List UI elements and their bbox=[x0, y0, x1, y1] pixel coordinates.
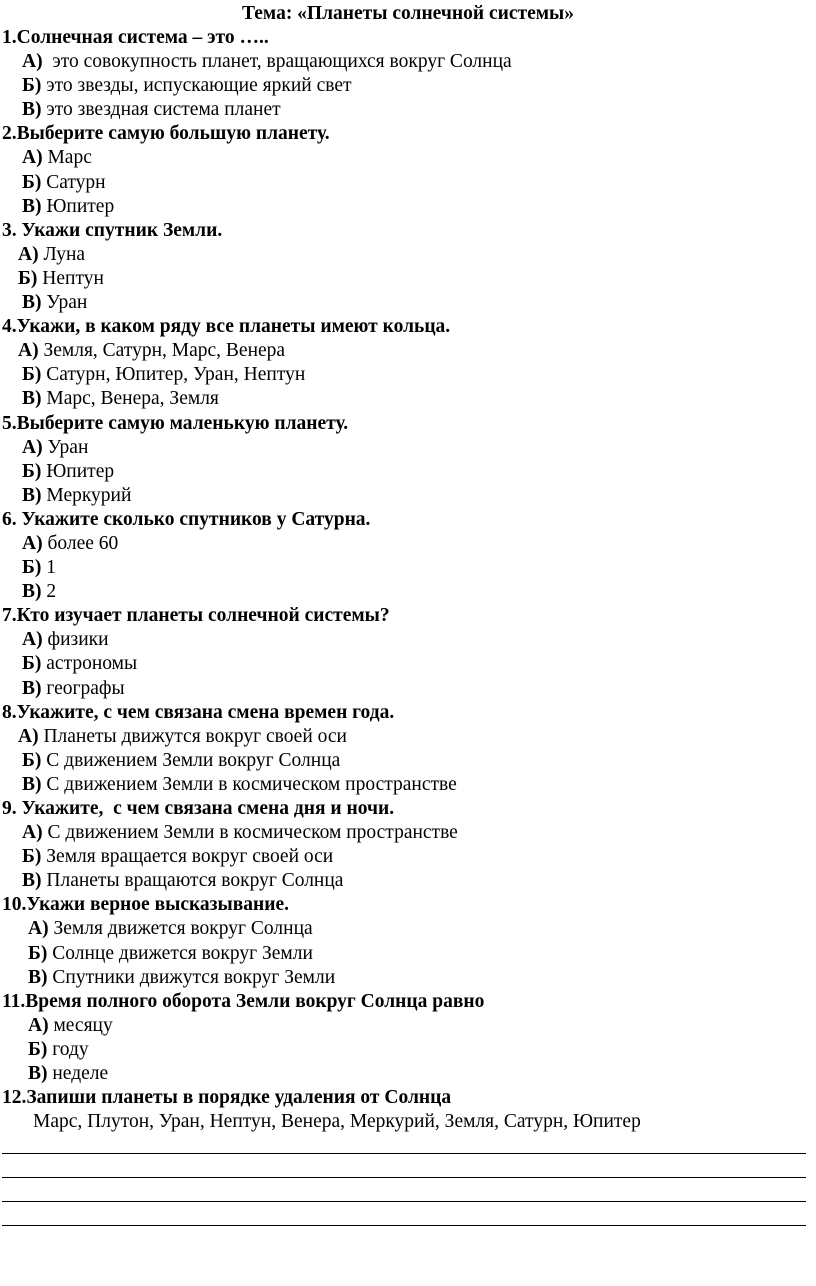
option-letter: Б) bbox=[28, 942, 48, 964]
option-text: Юпитер bbox=[41, 195, 115, 217]
question-8: 8.Укажите, с чем связана смена времен года. bbox=[2, 701, 395, 723]
option-2-c bbox=[0, 195, 816, 219]
option-letter: В) bbox=[22, 677, 42, 699]
option-letter: А) bbox=[22, 532, 43, 554]
option-2-b bbox=[0, 171, 816, 195]
option-letter: Б) bbox=[22, 846, 42, 868]
option-text: Луна bbox=[38, 243, 86, 265]
option-letter: Б) bbox=[22, 460, 42, 482]
option-text: Солнце движется вокруг Земли bbox=[47, 942, 313, 964]
option-text: Марс bbox=[42, 147, 92, 169]
option-text: Планеты вращаются вокруг Солнца bbox=[41, 870, 344, 892]
option-5-b bbox=[0, 460, 816, 484]
option-letter: А) bbox=[18, 243, 39, 265]
answer-line-3[interactable] bbox=[2, 1201, 806, 1202]
option-4-c bbox=[0, 387, 816, 411]
option-11-a bbox=[0, 1014, 816, 1038]
option-text: С движением Земли в космическом пространстве bbox=[41, 773, 457, 795]
option-5-a bbox=[0, 436, 816, 460]
option-letter: А) bbox=[22, 629, 43, 651]
option-letter: А) bbox=[22, 147, 43, 169]
answer-line-4[interactable] bbox=[2, 1225, 806, 1226]
option-6-c bbox=[0, 580, 816, 604]
option-letter: Б) bbox=[22, 364, 42, 386]
question-6: 6. Укажите сколько спутников у Сатурна. bbox=[2, 508, 371, 530]
question-2: 2.Выберите самую большую планету. bbox=[2, 123, 330, 145]
option-10-a bbox=[0, 917, 816, 941]
option-2-a bbox=[0, 146, 816, 170]
option-text: Сатурн bbox=[41, 171, 106, 193]
option-7-c bbox=[0, 677, 816, 701]
question-11: 11.Время полного оборота Земли вокруг Солнца равно bbox=[2, 990, 485, 1012]
option-text: Юпитер bbox=[41, 460, 115, 482]
option-8-a bbox=[0, 725, 816, 749]
option-letter: В) bbox=[22, 99, 42, 121]
option-9-b bbox=[0, 845, 816, 869]
option-text: 2 bbox=[41, 581, 57, 603]
option-11-c bbox=[0, 1062, 816, 1086]
option-letter: Б) bbox=[22, 749, 42, 771]
option-3-b bbox=[0, 267, 816, 291]
option-text: Марс, Венера, Земля bbox=[41, 388, 219, 410]
option-letter: Б) bbox=[22, 171, 42, 193]
option-letter: В) bbox=[28, 1063, 48, 1085]
option-1-c bbox=[0, 98, 816, 122]
option-letter: Б) bbox=[22, 653, 42, 675]
option-6-a bbox=[0, 532, 816, 556]
option-9-c bbox=[0, 869, 816, 893]
option-1-a bbox=[0, 50, 816, 74]
question-9: 9. Укажите, с чем связана смена дня и ночи. bbox=[2, 798, 395, 819]
option-8-c bbox=[0, 773, 816, 797]
option-5-c bbox=[0, 484, 816, 508]
option-text: Земля, Сатурн, Марс, Венера bbox=[38, 340, 286, 362]
option-text: это звездная система планет bbox=[41, 99, 281, 121]
option-7-a bbox=[0, 628, 816, 652]
option-text: неделе bbox=[47, 1063, 109, 1085]
option-7-b bbox=[0, 652, 816, 676]
option-text: Земля движется вокруг Солнца bbox=[48, 918, 313, 940]
option-letter: В) bbox=[22, 870, 42, 892]
option-text: Спутники движутся вокруг Земли bbox=[47, 966, 336, 988]
option-8-b bbox=[0, 749, 816, 773]
question-10: 10.Укажи верное высказывание. bbox=[2, 894, 290, 916]
option-text: С движением Земли в космическом пространстве bbox=[42, 822, 458, 844]
option-text: Нептун bbox=[37, 267, 104, 289]
option-text: Планеты движутся вокруг своей оси bbox=[38, 725, 347, 747]
question-3: 3. Укажи спутник Земли. bbox=[2, 219, 223, 241]
option-11-b bbox=[0, 1038, 816, 1062]
option-3-c bbox=[0, 291, 816, 315]
answer-line-1[interactable] bbox=[2, 1153, 806, 1154]
option-text: Меркурий bbox=[41, 484, 132, 506]
question-5: 5.Выберите самую маленькую планету. bbox=[2, 412, 349, 434]
option-text: Уран bbox=[42, 436, 89, 458]
question-12: 12.Запиши планеты в порядке удаления от Солнца bbox=[2, 1087, 452, 1109]
option-text: С движением Земли вокруг Солнца bbox=[41, 749, 341, 771]
option-1-b bbox=[0, 74, 816, 98]
option-4-a bbox=[0, 339, 816, 363]
option-letter: А) bbox=[22, 822, 43, 844]
option-text: астрономы bbox=[41, 653, 138, 675]
planet-list: Марс, Плутон, Уран, Нептун, Венера, Меркурий, Земля, Сатурн, Юпитер bbox=[33, 1111, 641, 1133]
option-letter: В) bbox=[22, 388, 42, 410]
question-4: 4.Укажи, в каком ряду все планеты имеют кольца. bbox=[2, 316, 451, 338]
option-10-c bbox=[0, 966, 816, 990]
option-text: году bbox=[47, 1038, 89, 1060]
option-letter: Б) bbox=[18, 267, 38, 289]
option-text: более 60 bbox=[42, 532, 119, 554]
option-10-b bbox=[0, 942, 816, 966]
option-letter: Б) bbox=[28, 1038, 48, 1060]
option-letter: А) bbox=[28, 918, 49, 940]
answer-line-2[interactable] bbox=[2, 1177, 806, 1178]
option-text: 1 bbox=[41, 557, 57, 579]
option-text: это звезды, испускающие яркий свет bbox=[41, 75, 352, 97]
option-letter: А) bbox=[22, 436, 43, 458]
option-letter: В) bbox=[22, 581, 42, 603]
option-letter: Б) bbox=[22, 75, 42, 97]
option-9-a bbox=[0, 821, 816, 845]
option-text: Сатурн, Юпитер, Уран, Нептун bbox=[41, 364, 306, 386]
option-4-b bbox=[0, 363, 816, 387]
question-list bbox=[0, 26, 816, 1134]
option-text: Уран bbox=[41, 292, 88, 314]
option-letter: А) bbox=[18, 340, 39, 362]
option-letter: В) bbox=[28, 966, 48, 988]
option-letter: В) bbox=[22, 773, 42, 795]
page-title: Тема: «Планеты солнечной системы» bbox=[242, 3, 574, 24]
option-letter: А) bbox=[18, 725, 39, 747]
option-text: географы bbox=[41, 677, 125, 699]
option-text: месяцу bbox=[48, 1014, 113, 1036]
question-1: 1.Солнечная система – это ….. bbox=[2, 27, 269, 48]
option-letter: В) bbox=[22, 484, 42, 506]
option-letter: А) bbox=[22, 51, 43, 73]
option-letter: А) bbox=[28, 1014, 49, 1036]
option-text: это совокупность планет, вращающихся вокруг Солнца bbox=[42, 51, 512, 73]
option-letter: Б) bbox=[22, 557, 42, 579]
option-text: Земля вращается вокруг своей оси bbox=[41, 846, 334, 868]
option-text: физики bbox=[42, 629, 109, 651]
option-6-b bbox=[0, 556, 816, 580]
question-7: 7.Кто изучает планеты солнечной системы? bbox=[2, 605, 390, 627]
option-letter: В) bbox=[22, 195, 42, 217]
option-letter: В) bbox=[22, 292, 42, 314]
option-3-a bbox=[0, 243, 816, 267]
